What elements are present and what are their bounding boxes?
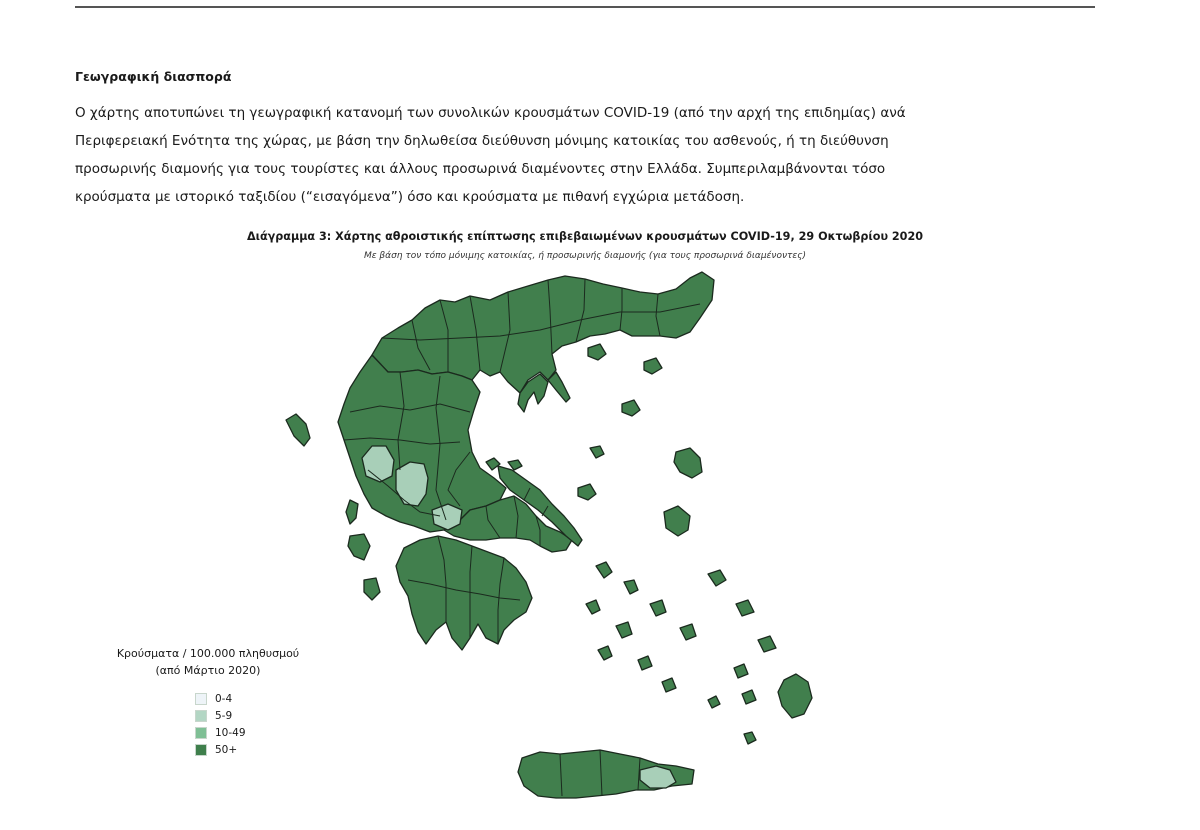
- legend-label: 10-49: [215, 726, 246, 739]
- map-region: [644, 358, 662, 374]
- map-region: [778, 674, 812, 718]
- map-region: [680, 624, 696, 640]
- map-region: [586, 600, 600, 614]
- map-region: [548, 372, 570, 402]
- map-region: [596, 562, 612, 578]
- map-region: [662, 678, 676, 692]
- paragraph-line: Ο χάρτης αποτυπώνει τη γεωγραφική κατανομή των συνολικών κρουσμάτων COVID-19 (από την αρχή της επιδημίας) ανά: [75, 105, 906, 121]
- legend-item: [195, 741, 318, 758]
- map-region: [338, 355, 506, 532]
- figure-title: Διάγραμμα 3: Χάρτης αθροιστικής επίπτωσης επιβεβαιωμένων κρουσμάτων COVID-19, 29 Οκτωβρίου 2020: [246, 230, 924, 243]
- legend-title-line: (από Μάρτιο 2020): [155, 664, 261, 677]
- map-region: [624, 580, 638, 594]
- map-region: [598, 646, 612, 660]
- map-region: [590, 446, 604, 458]
- map-region: [664, 506, 690, 536]
- legend-item: [195, 724, 318, 741]
- map-region: [650, 600, 666, 616]
- legend-item: [195, 690, 318, 707]
- map-region: [638, 656, 652, 670]
- paragraph-line: κρούσματα με ιστορικό ταξιδίου (“εισαγόμενα”) όσο και κρούσματα με πιθανή εγχώρια μετάδοση.: [75, 189, 745, 205]
- map-region: [348, 534, 370, 560]
- legend-swatch: [195, 744, 207, 756]
- legend-item: [195, 707, 318, 724]
- map-region: [734, 664, 748, 678]
- map-region: [396, 536, 532, 650]
- legend-swatch: [195, 693, 207, 705]
- legend-label: 5-9: [215, 709, 233, 722]
- paragraph-line: προσωρινής διαμονής για τους τουρίστες και άλλους προσωρινά διαμένοντες στην Ελλάδα. Συμπεριλαμβάνονται τόσο: [75, 161, 886, 177]
- legend-title-line: Κρούσματα / 100.000 πληθυσμού: [116, 647, 300, 660]
- legend-label: 0-4: [215, 692, 233, 705]
- legend-swatch: [195, 710, 207, 722]
- map-region: [758, 636, 776, 652]
- map-region: [616, 622, 632, 638]
- map-region: [346, 500, 358, 524]
- map-region: [708, 570, 726, 586]
- map-region: [736, 600, 754, 616]
- figure-subtitle: Με βάση τον τόπο μόνιμης κατοικίας, ή προσωρινής διαμονής (για τους προσωρινά διαμένοντες): [363, 251, 807, 261]
- map-region: [622, 400, 640, 416]
- map-region: [588, 344, 606, 360]
- legend-items: [195, 690, 318, 758]
- map-legend: [98, 645, 318, 758]
- legend-title: [98, 645, 318, 679]
- paragraph-line: Περιφερειακή Ενότητα της χώρας, με βάση την δηλωθείσα διεύθυνση μόνιμης κατοικίας του ασθενούς, ή τη διεύθυνση: [75, 133, 889, 149]
- map-region: [364, 578, 380, 600]
- map-region: [508, 460, 522, 470]
- map-region: [742, 690, 756, 704]
- map-region: [744, 732, 756, 744]
- map-region: [674, 448, 702, 478]
- map-region: [286, 414, 310, 446]
- map-region-highlight: [362, 446, 394, 482]
- section-heading: Γεωγραφική διασπορά: [75, 69, 232, 84]
- legend-label: 50+: [215, 743, 238, 756]
- map-region: [578, 484, 596, 500]
- legend-swatch: [195, 727, 207, 739]
- map-region: [708, 696, 720, 708]
